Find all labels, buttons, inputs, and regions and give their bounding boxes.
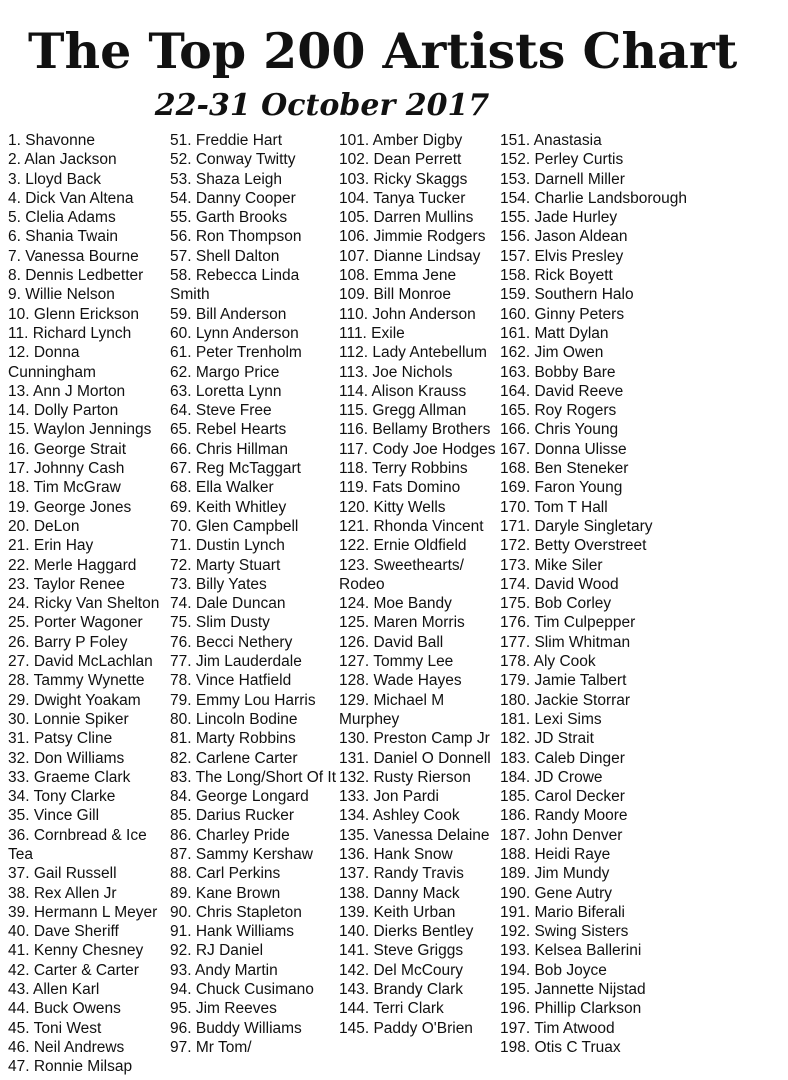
artist-entry: 57. Shell Dalton — [170, 247, 280, 265]
artist-entry: 180. Jackie Storrar — [500, 691, 631, 709]
artist-entry: 102. Dean Perrett — [339, 151, 462, 169]
artist-entry: 63. Loretta Lynn — [170, 382, 282, 400]
artist-entry: 24. Ricky Van Shelton — [8, 595, 160, 613]
artist-entry: 171. Daryle Singletary — [500, 517, 653, 535]
artist-entry: 33. Graeme Clark — [8, 768, 131, 786]
artist-entry: 182. JD Strait — [500, 730, 594, 748]
artist-entry: 131. Daniel O Donnell — [339, 749, 491, 767]
artist-entry: 157. Elvis Presley — [500, 247, 624, 265]
artist-entry: 39. Hermann L Meyer — [8, 903, 158, 921]
artist-entry: 116. Bellamy Brothers — [339, 421, 491, 439]
artist-entry: 38. Rex Allen Jr — [8, 884, 117, 902]
artist-entry: 67. Reg McTaggart — [170, 460, 301, 478]
artist-entry: 190. Gene Autry — [500, 884, 613, 902]
artist-entry: 32. Don Williams — [8, 749, 125, 767]
chart-title: The Top 200 Artists Chart — [28, 22, 738, 80]
artist-column-1 — [8, 131, 170, 1080]
artist-entry: 8. Dennis Ledbetter — [8, 267, 144, 285]
artist-entry: 138. Danny Mack — [339, 884, 460, 902]
artist-entry: 123. Sweethearts/ Rodeo — [339, 556, 464, 593]
artist-entry: 69. Keith Whitley — [170, 498, 287, 516]
artist-entry: 170. Tom T Hall — [500, 498, 608, 516]
artist-entry: 15. Waylon Jennings — [8, 421, 152, 439]
artist-entry: 158. Rick Boyett — [500, 267, 613, 285]
artist-entry: 108. Emma Jene — [339, 267, 457, 285]
artist-entry: 121. Rhonda Vincent — [339, 517, 484, 535]
artist-entry: 184. JD Crowe — [500, 768, 603, 786]
artist-entry: 113. Joe Nichols — [339, 363, 453, 381]
artist-entry: 164. David Reeve — [500, 382, 624, 400]
artist-entry: 139. Keith Urban — [339, 903, 456, 921]
artist-entry: 151. Anastasia — [500, 132, 602, 149]
artist-entry: 5. Clelia Adams — [8, 209, 116, 227]
artist-entry: 75. Slim Dusty — [170, 614, 270, 632]
artist-entry: 186. Randy Moore — [500, 807, 628, 825]
artist-entry: 185. Carol Decker — [500, 788, 625, 806]
artist-entry: 80. Lincoln Bodine — [170, 710, 298, 728]
artist-entry: 88. Carl Perkins — [170, 865, 281, 883]
artist-entry: 145. Paddy O'Brien — [339, 1019, 473, 1037]
artist-entry: 90. Chris Stapleton — [170, 903, 302, 921]
artist-entry: 153. Darnell Miller — [500, 170, 625, 188]
artist-entry: 195. Jannette Nijstad — [500, 981, 646, 999]
artist-entry: 107. Dianne Lindsay — [339, 247, 481, 265]
artist-entry: 35. Vince Gill — [8, 807, 100, 825]
artist-entry: 137. Randy Travis — [339, 865, 464, 883]
artist-entry: 110. John Anderson — [339, 305, 476, 323]
artist-entry: 167. Donna Ulisse — [500, 440, 627, 458]
artist-entry: 174. David Wood — [500, 575, 619, 593]
artist-entry: 7. Vanessa Bourne — [8, 247, 139, 265]
artist-entry: 176. Tim Culpepper — [500, 614, 636, 632]
artist-entry: 4. Dick Van Altena — [8, 189, 134, 207]
artist-entry: 79. Emmy Lou Harris — [170, 691, 316, 709]
artist-entry: 87. Sammy Kershaw — [170, 845, 313, 863]
artist-entry: 74. Dale Duncan — [170, 595, 286, 613]
artist-entry: 125. Maren Morris — [339, 614, 465, 632]
artist-entry: 129. Michael M Murphey — [339, 691, 445, 728]
artist-entry: 134. Ashley Cook — [339, 807, 460, 825]
artist-entry: 18. Tim McGraw — [8, 479, 121, 497]
artist-entry: 85. Darius Rucker — [170, 807, 295, 825]
artist-entry: 81. Marty Robbins — [170, 730, 296, 748]
artist-entry: 172. Betty Overstreet — [500, 537, 647, 555]
artist-entry: 154. Charlie Landsborough — [500, 189, 687, 207]
artist-entry: 21. Erin Hay — [8, 537, 94, 555]
artist-entry: 55. Garth Brooks — [170, 209, 288, 227]
artist-entry: 71. Dustin Lynch — [170, 537, 285, 555]
artist-entry: 37. Gail Russell — [8, 865, 117, 883]
artist-entry: 168. Ben Steneker — [500, 460, 629, 478]
artist-column-4 — [500, 131, 687, 1080]
artist-entry: 140. Dierks Bentley — [339, 923, 474, 941]
artist-entry: 16. George Strait — [8, 440, 127, 458]
artist-entry: 19. George Jones — [8, 498, 132, 516]
artist-entry: 136. Hank Snow — [339, 845, 453, 863]
artist-entry: 92. RJ Daniel — [170, 942, 264, 960]
artist-entry: 93. Andy Martin — [170, 961, 278, 979]
artist-entry: 34. Tony Clarke — [8, 788, 116, 806]
artist-entry: 141. Steve Griggs — [339, 942, 464, 960]
artist-entry: 177. Slim Whitman — [500, 633, 631, 651]
artist-entry: 65. Rebel Hearts — [170, 421, 287, 439]
artist-entry: 191. Mario Biferali — [500, 903, 625, 921]
artist-entry: 126. David Ball — [339, 633, 444, 651]
artist-entry: 10. Glenn Erickson — [8, 305, 139, 323]
artist-entry: 28. Tammy Wynette — [8, 672, 145, 690]
artist-entry: 103. Ricky Skaggs — [339, 170, 468, 188]
artist-entry: 3. Lloyd Back — [8, 170, 102, 188]
artist-entry: 169. Faron Young — [500, 479, 623, 497]
artist-entry: 193. Kelsea Ballerini — [500, 942, 642, 960]
artist-entry: 162. Jim Owen — [500, 344, 604, 362]
artist-entry: 9. Willie Nelson — [8, 286, 115, 304]
artist-entry: 40. Dave Sheriff — [8, 923, 119, 941]
artist-entry: 128. Wade Hayes — [339, 672, 462, 690]
artist-entry: 97. Mr Tom/ — [170, 1038, 252, 1056]
artist-entry: 44. Buck Owens — [8, 1000, 121, 1018]
artist-entry: 183. Caleb Dinger — [500, 749, 625, 767]
artist-entry: 114. Alison Krauss — [339, 382, 467, 400]
artist-entry: 109. Bill Monroe — [339, 286, 452, 304]
artist-entry: 181. Lexi Sims — [500, 710, 602, 728]
artist-entry: 161. Matt Dylan — [500, 324, 609, 342]
artist-entry: 198. Otis C Truax — [500, 1038, 621, 1056]
artist-entry: 118. Terry Robbins — [339, 460, 468, 478]
artist-entry: 196. Phillip Clarkson — [500, 1000, 642, 1018]
artist-entry: 111. Exile — [339, 324, 405, 342]
artist-entry: 58. Rebecca Linda Smith — [170, 267, 300, 304]
artist-entry: 25. Porter Wagoner — [8, 614, 143, 632]
artist-entry: 60. Lynn Anderson — [170, 324, 299, 342]
artist-entry: 68. Ella Walker — [170, 479, 274, 497]
artist-entry: 76. Becci Nethery — [170, 633, 293, 651]
artist-entry: 188. Heidi Raye — [500, 845, 611, 863]
artist-entry: 143. Brandy Clark — [339, 981, 464, 999]
artist-entry: 30. Lonnie Spiker — [8, 710, 129, 728]
artist-entry: 62. Margo Price — [170, 363, 280, 381]
artist-entry: 1. Shavonne — [8, 132, 96, 149]
artist-entry: 51. Freddie Hart — [170, 132, 282, 149]
artist-entry: 31. Patsy Cline — [8, 730, 113, 748]
artist-entry: 72. Marty Stuart — [170, 556, 281, 574]
artist-entry: 42. Carter & Carter — [8, 961, 139, 979]
artist-entry: 43. Allen Karl — [8, 981, 100, 999]
artist-entry: 187. John Denver — [500, 826, 623, 844]
artist-entry: 173. Mike Siler — [500, 556, 603, 574]
artist-entry: 66. Chris Hillman — [170, 440, 289, 458]
artist-entry: 47. Ronnie Milsap — [8, 1058, 133, 1076]
artist-entry: 165. Roy Rogers — [500, 402, 617, 420]
artist-entry: 82. Carlene Carter — [170, 749, 298, 767]
artist-entry: 142. Del McCoury — [339, 961, 464, 979]
artist-entry: 95. Jim Reeves — [170, 1000, 277, 1018]
artist-entry: 61. Peter Trenholm — [170, 344, 302, 362]
artist-entry: 83. The Long/Short Of It — [170, 768, 337, 786]
artist-entry: 117. Cody Joe Hodges — [339, 440, 496, 458]
artist-entry: 106. Jimmie Rodgers — [339, 228, 486, 246]
artist-entry: 22. Merle Haggard — [8, 556, 137, 574]
artist-entry: 197. Tim Atwood — [500, 1019, 615, 1037]
artist-entry: 64. Steve Free — [170, 402, 272, 420]
artist-entry: 45. Toni West — [8, 1019, 102, 1037]
artist-entry: 163. Bobby Bare — [500, 363, 616, 381]
artist-entry: 77. Jim Lauderdale — [170, 653, 302, 671]
artist-entry: 144. Terri Clark — [339, 1000, 444, 1018]
artist-entry: 178. Aly Cook — [500, 653, 596, 671]
artist-entry: 160. Ginny Peters — [500, 305, 625, 323]
artist-entry: 36. Cornbread & Ice Tea — [8, 826, 147, 863]
artist-column-2 — [170, 131, 340, 1080]
artist-entry: 86. Charley Pride — [170, 826, 290, 844]
artist-entry: 70. Glen Campbell — [170, 517, 299, 535]
artist-entry: 6. Shania Twain — [8, 228, 119, 246]
artist-entry: 104. Tanya Tucker — [339, 189, 466, 207]
artist-entry: 155. Jade Hurley — [500, 209, 618, 227]
artist-entry: 11. Richard Lynch — [8, 324, 132, 342]
artist-entry: 101. Amber Digby — [339, 132, 463, 149]
artist-entry: 166. Chris Young — [500, 421, 619, 439]
artist-entry: 59. Bill Anderson — [170, 305, 287, 323]
artist-entry: 152. Perley Curtis — [500, 151, 624, 169]
artist-entry: 159. Southern Halo — [500, 286, 634, 304]
artist-entry: 26. Barry P Foley — [8, 633, 128, 651]
artist-entry: 133. Jon Pardi — [339, 788, 439, 806]
artist-entry: 156. Jason Aldean — [500, 228, 628, 246]
artist-entry: 23. Taylor Renee — [8, 575, 125, 593]
artist-entry: 119. Fats Domino — [339, 479, 461, 497]
artist-entry: 189. Jim Mundy — [500, 865, 610, 883]
artist-entry: 78. Vince Hatfield — [170, 672, 292, 690]
artist-entry: 84. George Longard — [170, 788, 309, 806]
artist-entry: 12. Donna Cunningham — [8, 344, 96, 381]
chart-date-range: 22-31 October 2017 — [154, 88, 490, 123]
artist-entry: 124. Moe Bandy — [339, 595, 452, 613]
artist-entry: 20. DeLon — [8, 517, 80, 535]
artist-entry: 122. Ernie Oldfield — [339, 537, 467, 555]
artist-entry: 94. Chuck Cusimano — [170, 981, 314, 999]
artist-entry: 17. Johnny Cash — [8, 460, 125, 478]
artist-entry: 91. Hank Williams — [170, 923, 295, 941]
artist-column-3 — [339, 131, 501, 1080]
artist-entry: 56. Ron Thompson — [170, 228, 302, 246]
artist-entry: 73. Billy Yates — [170, 575, 267, 593]
artist-entry: 120. Kitty Wells — [339, 498, 446, 516]
artist-entry: 52. Conway Twitty — [170, 151, 296, 169]
artist-entry: 14. Dolly Parton — [8, 402, 119, 420]
artist-entry: 112. Lady Antebellum — [339, 344, 487, 362]
artist-entry: 105. Darren Mullins — [339, 209, 474, 227]
artist-entry: 179. Jamie Talbert — [500, 672, 627, 690]
artist-entry: 130. Preston Camp Jr — [339, 730, 490, 748]
artist-entry: 115. Gregg Allman — [339, 402, 467, 420]
artist-entry: 132. Rusty Rierson — [339, 768, 471, 786]
artist-entry: 29. Dwight Yoakam — [8, 691, 141, 709]
artist-entry: 127. Tommy Lee — [339, 653, 454, 671]
artist-entry: 54. Danny Cooper — [170, 189, 296, 207]
artist-entry: 27. David McLachlan — [8, 653, 153, 671]
artist-entry: 53. Shaza Leigh — [170, 170, 283, 188]
artist-entry: 135. Vanessa Delaine — [339, 826, 490, 844]
artist-entry: 41. Kenny Chesney — [8, 942, 144, 960]
artist-entry: 13. Ann J Morton — [8, 382, 126, 400]
artist-entry: 192. Swing Sisters — [500, 923, 629, 941]
artist-entry: 2. Alan Jackson — [8, 151, 117, 169]
artist-entry: 175. Bob Corley — [500, 595, 612, 613]
artist-entry: 96. Buddy Williams — [170, 1019, 302, 1037]
artist-entry: 89. Kane Brown — [170, 884, 281, 902]
artist-entry: 194. Bob Joyce — [500, 961, 607, 979]
artist-entry: 46. Neil Andrews — [8, 1038, 125, 1056]
